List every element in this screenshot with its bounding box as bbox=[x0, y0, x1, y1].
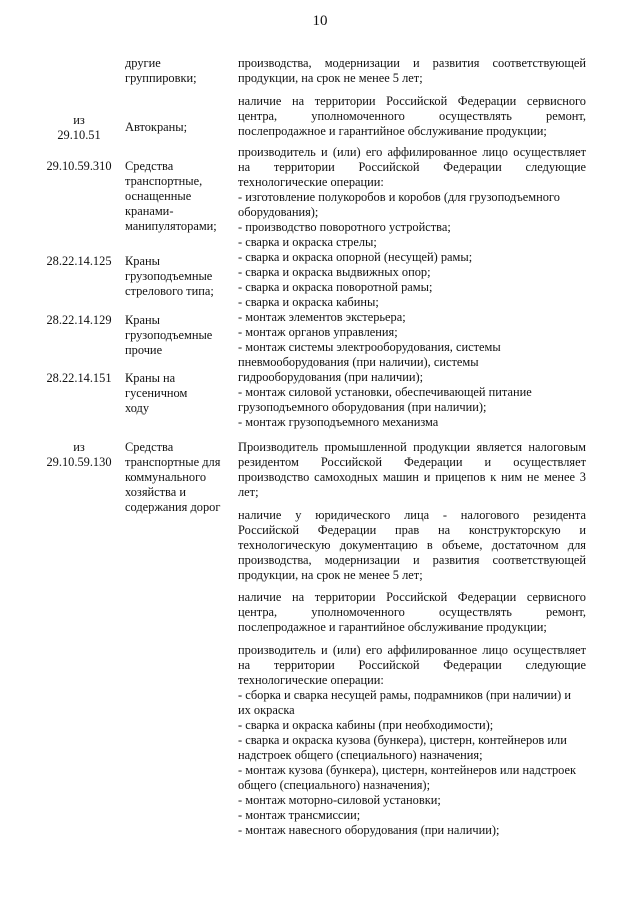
name-line: Краны на bbox=[125, 371, 176, 385]
name-line: группировки; bbox=[125, 71, 197, 85]
req-line: - сварка и окраска выдвижных опор; bbox=[238, 265, 431, 279]
req-line: их окраска bbox=[238, 703, 295, 717]
requirement-block bbox=[238, 590, 586, 635]
req-line: пневмооборудования (при наличии), системы bbox=[238, 355, 479, 369]
req-line: - монтаж навесного оборудования (при наличии); bbox=[238, 823, 500, 837]
req-line: общего (специального) назначения); bbox=[238, 778, 431, 792]
page-number: 10 bbox=[312, 13, 328, 29]
name-line: хозяйства и bbox=[125, 485, 186, 499]
req-line: технологические операции: bbox=[238, 673, 384, 687]
name-line: грузоподъемные bbox=[125, 328, 213, 342]
req-line: технологические операции: bbox=[238, 175, 384, 189]
req-line: производства, модернизации и развития соответствующей bbox=[238, 553, 586, 567]
req-line: - монтаж системы электрооборудования, системы bbox=[238, 340, 501, 354]
name-line: оснащенные bbox=[125, 189, 192, 203]
req-line: гидрооборудования (при наличии); bbox=[238, 370, 424, 384]
product-name bbox=[125, 313, 228, 358]
code-line: 28.22.14.129 bbox=[46, 313, 112, 327]
req-line: - монтаж моторно-силовой установки; bbox=[238, 793, 441, 807]
code-line: 29.10.59.130 bbox=[46, 455, 112, 469]
name-line: Краны bbox=[125, 313, 160, 327]
req-line: Производитель промышленной продукции является налоговым bbox=[238, 440, 586, 454]
requirement-block bbox=[238, 56, 586, 86]
req-line: - монтаж силовой установки, обеспечивающей питание bbox=[238, 385, 532, 399]
product-name bbox=[125, 371, 228, 416]
name-line: Автокраны; bbox=[125, 120, 188, 134]
req-line: производство самоходных машин и прицепов к ним не менее 3 bbox=[238, 470, 586, 484]
req-line: центра, уполномоченного осуществлять ремонт, bbox=[238, 605, 586, 619]
req-line: технологическую документацию в объеме, достаточном для bbox=[238, 538, 586, 552]
req-line: - сборка и сварка несущей рамы, подрамников (при наличии) и bbox=[238, 688, 572, 702]
name-line: коммунального bbox=[125, 470, 207, 484]
req-line: продукции, на срок не менее 5 лет; bbox=[238, 71, 423, 85]
code-line: 29.10.51 bbox=[57, 128, 101, 142]
code-line: из bbox=[73, 440, 85, 454]
req-line: на территории Российской Федерации следующие bbox=[238, 160, 586, 174]
req-line: грузоподъемного оборудования (при наличии); bbox=[238, 400, 487, 414]
okpd-code bbox=[36, 113, 122, 143]
requirement-block bbox=[238, 440, 586, 500]
req-line: лет; bbox=[238, 485, 259, 499]
product-name bbox=[125, 56, 228, 86]
requirement-block bbox=[238, 94, 586, 139]
req-line: оборудования); bbox=[238, 205, 319, 219]
okpd-code bbox=[36, 371, 122, 386]
name-line: ходу bbox=[125, 401, 150, 415]
name-line: другие bbox=[125, 56, 161, 70]
name-line: транспортные, bbox=[125, 174, 203, 188]
okpd-code bbox=[36, 254, 122, 269]
name-line: содержания дорог bbox=[125, 500, 221, 514]
name-line: гусеничном bbox=[125, 386, 188, 400]
req-line: производства, модернизации и развития соответствующей bbox=[238, 56, 586, 70]
requirement-block bbox=[238, 643, 586, 838]
okpd-code bbox=[36, 440, 122, 470]
product-name bbox=[125, 254, 228, 299]
req-line: - сварка и окраска кабины; bbox=[238, 295, 379, 309]
req-line: Российской Федерации прав на конструкторскую и bbox=[238, 523, 586, 537]
req-line: - сварка и окраска опорной (несущей) рамы; bbox=[238, 250, 473, 264]
name-line: прочие bbox=[125, 343, 163, 357]
req-line: центра, уполномоченного осуществлять ремонт, bbox=[238, 109, 586, 123]
req-line: послепродажное и гарантийное обслуживание продукции; bbox=[238, 620, 547, 634]
req-line: производитель и (или) его аффилированное лицо осуществляет bbox=[238, 145, 586, 159]
okpd-code bbox=[36, 159, 122, 174]
name-line: стрелового типа; bbox=[125, 284, 214, 298]
req-line: - сварка и окраска кабины (при необходимости); bbox=[238, 718, 494, 732]
okpd-code bbox=[36, 313, 122, 328]
req-line: резидентом Российской Федерации и осуществляет bbox=[238, 455, 586, 469]
req-line: - монтаж трансмиссии; bbox=[238, 808, 361, 822]
req-line: - монтаж кузова (бункера), цистерн, контейнеров или надстроек bbox=[238, 763, 577, 777]
req-line: - монтаж грузоподъемного механизма bbox=[238, 415, 439, 429]
req-line: - монтаж органов управления; bbox=[238, 325, 398, 339]
req-line: послепродажное и гарантийное обслуживание продукции; bbox=[238, 124, 547, 138]
req-line: - производство поворотного устройства; bbox=[238, 220, 451, 234]
name-line: грузоподъемные bbox=[125, 269, 213, 283]
req-line: - изготовление полукоробов и коробов (для грузоподъемного bbox=[238, 190, 560, 204]
req-line: - сварка и окраска стрелы; bbox=[238, 235, 377, 249]
code-line: 28.22.14.125 bbox=[46, 254, 112, 268]
code-line: 28.22.14.151 bbox=[46, 371, 112, 385]
name-line: Средства bbox=[125, 440, 174, 454]
req-line: наличие на территории Российской Федерации сервисного bbox=[238, 590, 586, 604]
name-line: Средства bbox=[125, 159, 174, 173]
req-line: продукции, на срок не менее 5 лет; bbox=[238, 568, 423, 582]
req-line: - сварка и окраска кузова (бункера), цистерн, контейнеров или bbox=[238, 733, 567, 747]
req-line: наличие на территории Российской Федерации сервисного bbox=[238, 94, 586, 108]
product-name bbox=[125, 120, 228, 135]
req-line: надстроек общего (специального) назначения; bbox=[238, 748, 483, 762]
name-line: кранами- bbox=[125, 204, 174, 218]
code-line: 29.10.59.310 bbox=[46, 159, 112, 173]
code-line: из bbox=[73, 113, 85, 127]
product-name bbox=[125, 440, 228, 515]
requirement-block bbox=[238, 508, 586, 583]
product-name bbox=[125, 159, 228, 234]
req-line: - монтаж элементов экстерьера; bbox=[238, 310, 406, 324]
req-line: на территории Российской Федерации следующие bbox=[238, 658, 586, 672]
requirement-block-operations bbox=[238, 145, 586, 430]
req-line: наличие у юридического лица - налогового резидента bbox=[238, 508, 586, 522]
req-line: - сварка и окраска поворотной рамы; bbox=[238, 280, 433, 294]
req-line: производитель и (или) его аффилированное лицо осуществляет bbox=[238, 643, 586, 657]
name-line: манипуляторами; bbox=[125, 219, 217, 233]
name-line: Краны bbox=[125, 254, 160, 268]
name-line: транспортные для bbox=[125, 455, 221, 469]
